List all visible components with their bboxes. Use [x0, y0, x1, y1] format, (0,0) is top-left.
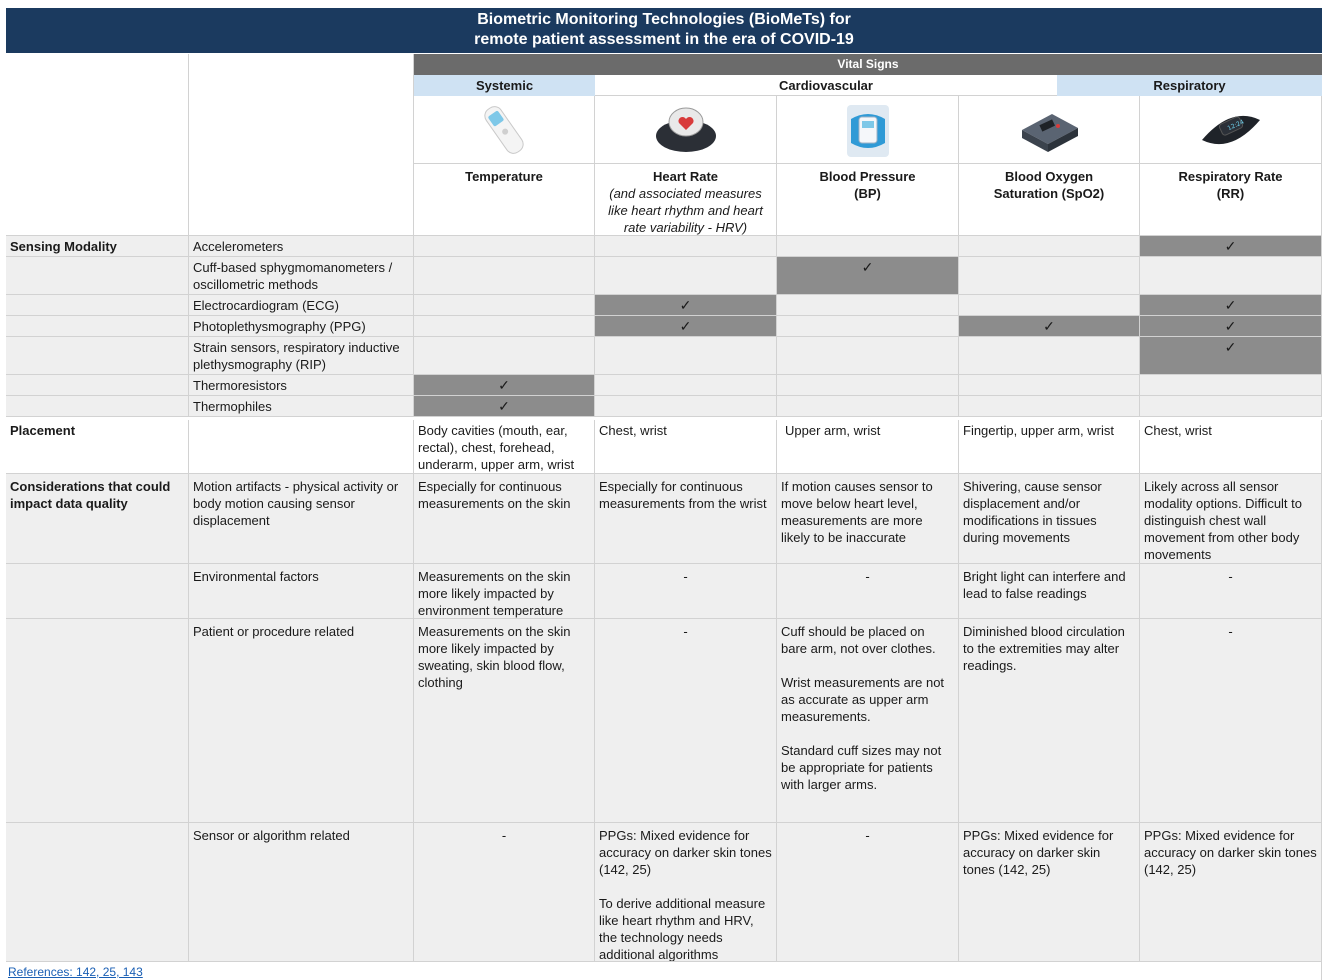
- empty-cell: [959, 295, 1140, 316]
- empty-cell: [777, 295, 959, 316]
- section-label-blank: [6, 337, 189, 375]
- placement-value: Chest, wrist: [595, 420, 777, 474]
- sensing-row-label: Electrocardiogram (ECG): [189, 295, 414, 316]
- column-title: Heart Rate: [652, 169, 719, 184]
- section-label-placement: Placement: [6, 420, 189, 474]
- section-label-blank: [6, 316, 189, 337]
- empty-cell: [1140, 257, 1322, 295]
- sensing-row-label: Thermophiles: [189, 396, 414, 417]
- check-mark-icon: ✓: [1140, 295, 1322, 316]
- group-cardiovascular: Cardiovascular: [595, 75, 1057, 96]
- placement-value: Chest, wrist: [1140, 420, 1322, 474]
- title-line-1: Biometric Monitoring Technologies (BioMeTs) for: [477, 11, 851, 28]
- section-label-blank: [6, 375, 189, 396]
- table-title: [6, 8, 1322, 53]
- pulse-oximeter-icon: [959, 96, 1139, 163]
- icon-cell: [959, 96, 1140, 164]
- consideration-value: Likely across all sensor modality options. Difficult to distinguish chest wall movement from other body movements: [1140, 474, 1322, 564]
- sensing-row-label: Strain sensors, respiratory inductive plethysmography (RIP): [189, 337, 414, 375]
- column-header: [1140, 164, 1322, 236]
- placement-value: Fingertip, upper arm, wrist: [959, 420, 1140, 474]
- section-label-blank: [6, 564, 189, 619]
- placement-value: Body cavities (mouth, ear, rectal), chest, forehead, underarm, upper arm, wrist: [414, 420, 595, 474]
- placement-value: Upper arm, wrist: [777, 420, 959, 474]
- check-mark-icon: ✓: [414, 375, 595, 396]
- placement-blank: [189, 420, 414, 474]
- empty-cell: [414, 257, 595, 295]
- svg-text:12:24: 12:24: [1226, 118, 1245, 132]
- sensing-row-label: Accelerometers: [189, 236, 414, 257]
- section-label-blank: [6, 823, 189, 962]
- consideration-value: PPGs: Mixed evidence for accuracy on darker skin tones (142, 25) To derive additional measure like heart rhythm and HRV, the technology needs additional algorithms: [595, 823, 777, 962]
- blood-pressure-monitor-icon: [777, 96, 958, 163]
- consideration-value: Diminished blood circulation to the extremities may alter readings.: [959, 619, 1140, 823]
- check-mark-icon: ✓: [1140, 337, 1322, 375]
- empty-cell: [595, 375, 777, 396]
- empty-cell: [959, 337, 1140, 375]
- empty-cell: [959, 396, 1140, 417]
- empty-cell: [777, 375, 959, 396]
- consideration-value: Shivering, cause sensor displacement and/or modifications in tissues during movements: [959, 474, 1140, 564]
- group-systemic: Systemic: [414, 75, 595, 96]
- icon-cell: [1140, 96, 1322, 164]
- consideration-value: -: [1140, 564, 1322, 619]
- column-title: Blood Oxygen Saturation (SpO2): [993, 169, 1105, 201]
- consideration-value: -: [777, 823, 959, 962]
- header-blank-a: [6, 54, 189, 236]
- column-title: Temperature: [465, 169, 543, 184]
- section-label-blank: [6, 619, 189, 823]
- empty-cell: [1140, 375, 1322, 396]
- empty-cell: [595, 236, 777, 257]
- column-header: [414, 164, 595, 236]
- consideration-value: -: [414, 823, 595, 962]
- consideration-value: If motion causes sensor to move below heart level, measurements are more likely to be inaccurate: [777, 474, 959, 564]
- empty-cell: [959, 375, 1140, 396]
- sensing-row-label: Photoplethysmography (PPG): [189, 316, 414, 337]
- empty-cell: [777, 337, 959, 375]
- empty-cell: [595, 337, 777, 375]
- section-label-sensing: Sensing Modality: [6, 236, 189, 257]
- consideration-value: PPGs: Mixed evidence for accuracy on darker skin tones (142, 25): [959, 823, 1140, 962]
- empty-cell: [1140, 396, 1322, 417]
- section-label-blank: [6, 257, 189, 295]
- check-mark-icon: ✓: [595, 316, 777, 337]
- empty-cell: [595, 396, 777, 417]
- empty-cell: [777, 396, 959, 417]
- column-header: [777, 164, 959, 236]
- empty-cell: [414, 337, 595, 375]
- icon-cell: [414, 96, 595, 164]
- column-title: Blood Pressure (BP): [819, 169, 916, 201]
- consideration-value: Especially for continuous measurements on the skin: [414, 474, 595, 564]
- vital-signs-header: Vital Signs: [414, 54, 1322, 75]
- column-header: [595, 164, 777, 236]
- thermometer-icon: [414, 96, 594, 163]
- column-title: Respiratory Rate (RR): [1178, 169, 1283, 201]
- check-mark-icon: ✓: [414, 396, 595, 417]
- header-blank-b: [189, 54, 414, 236]
- consideration-row-label: Patient or procedure related: [189, 619, 414, 823]
- empty-cell: [414, 316, 595, 337]
- empty-cell: [777, 236, 959, 257]
- section-label-blank: [6, 295, 189, 316]
- consideration-value: -: [595, 564, 777, 619]
- group-respiratory: Respiratory: [1057, 75, 1322, 96]
- heart-rate-watch-icon: [595, 96, 776, 163]
- section-label-blank: [6, 396, 189, 417]
- sensing-row-label: Thermoresistors: [189, 375, 414, 396]
- consideration-row-label: Motion artifacts - physical activity or body motion causing sensor displacement: [189, 474, 414, 564]
- consideration-value: Especially for continuous measurements from the wrist: [595, 474, 777, 564]
- empty-cell: [595, 257, 777, 295]
- sensing-row-label: Cuff-based sphygmomanometers / oscillometric methods: [189, 257, 414, 295]
- icon-cell: [777, 96, 959, 164]
- consideration-value: Cuff should be placed on bare arm, not over clothes. Wrist measurements are not as accurate as upper arm measurements. Standard cuff sizes may not be appropriate for patients with larger arms.: [777, 619, 959, 823]
- empty-cell: [959, 236, 1140, 257]
- consideration-value: -: [595, 619, 777, 823]
- check-mark-icon: ✓: [595, 295, 777, 316]
- check-mark-icon: ✓: [1140, 236, 1322, 257]
- footer-row: [6, 962, 1322, 980]
- empty-cell: [959, 257, 1140, 295]
- check-mark-icon: ✓: [1140, 316, 1322, 337]
- icon-cell: [595, 96, 777, 164]
- consideration-value: PPGs: Mixed evidence for accuracy on darker skin tones (142, 25): [1140, 823, 1322, 962]
- references-link[interactable]: References: 142, 25, 143: [8, 965, 143, 979]
- consideration-value: -: [1140, 619, 1322, 823]
- consideration-value: -: [777, 564, 959, 619]
- empty-cell: [414, 295, 595, 316]
- empty-cell: [777, 316, 959, 337]
- consideration-value: Measurements on the skin more likely impacted by environment temperature: [414, 564, 595, 619]
- check-mark-icon: ✓: [777, 257, 959, 295]
- section-label-considerations: Considerations that could impact data quality: [6, 474, 189, 564]
- check-mark-icon: ✓: [959, 316, 1140, 337]
- consideration-value: Measurements on the skin more likely impacted by sweating, skin blood flow, clothing: [414, 619, 595, 823]
- fitness-band-icon: [1140, 96, 1321, 163]
- title-line-2: remote patient assessment in the era of COVID-19: [474, 31, 854, 48]
- column-header: [959, 164, 1140, 236]
- consideration-value: Bright light can interfere and lead to false readings: [959, 564, 1140, 619]
- consideration-row-label: Sensor or algorithm related: [189, 823, 414, 962]
- consideration-row-label: Environmental factors: [189, 564, 414, 619]
- empty-cell: [414, 236, 595, 257]
- column-subtitle: (and associated measures like heart rhythm and heart rate variability - HRV): [608, 186, 763, 235]
